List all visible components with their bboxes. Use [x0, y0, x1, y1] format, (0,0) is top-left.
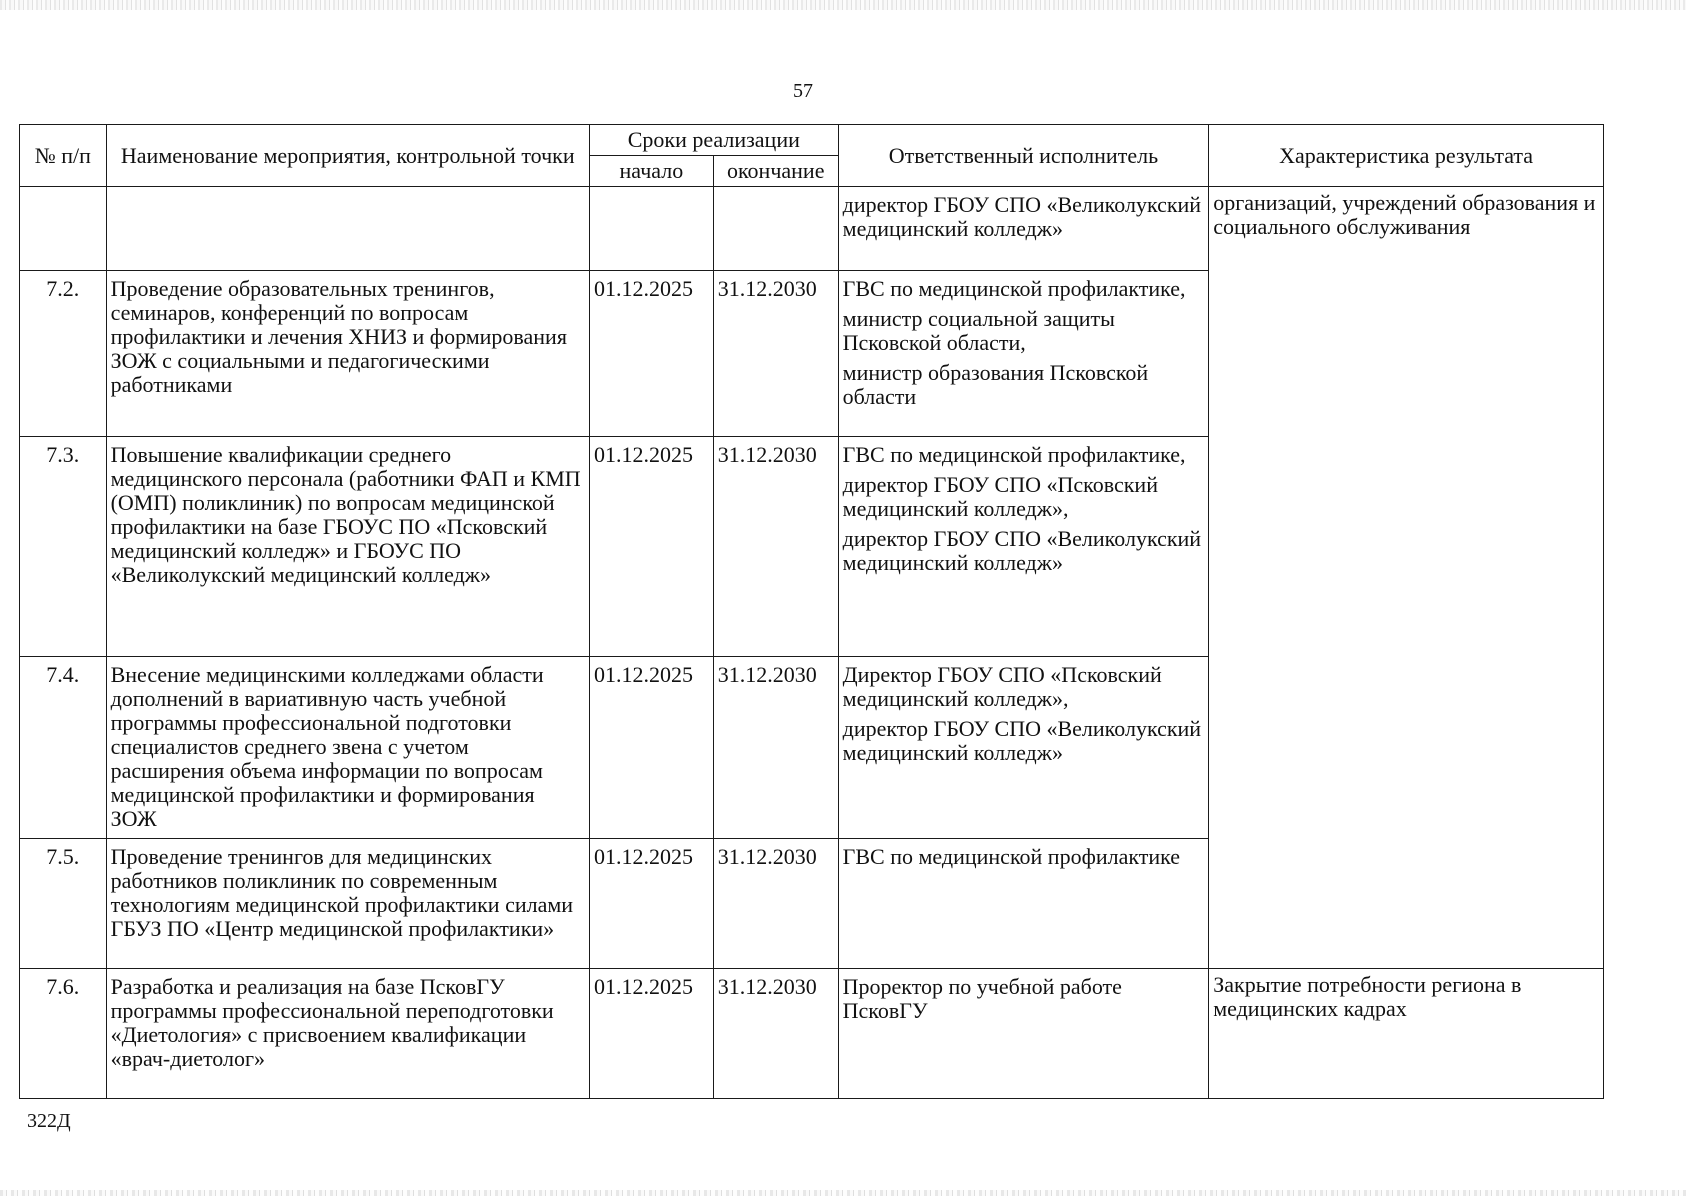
cell-num: [20, 187, 107, 271]
header-result: Характеристика результата: [1209, 125, 1604, 187]
table-row: [20, 969, 1604, 1099]
cell-name: Проведение образовательных тренингов, семинаров, конференций по вопросам профилактики и лечения ХНИЗ и формирования ЗОЖ с социальными и педагогическими работниками: [106, 271, 589, 437]
cell-num: 7.6.: [20, 969, 107, 1099]
header-responsible: Ответственный исполнитель: [838, 125, 1209, 187]
cell-end: 31.12.2030: [713, 657, 838, 839]
header-name: Наименование мероприятия, контрольной точки: [106, 125, 589, 187]
responsible-line: ГВС по медицинской профилактике,: [842, 442, 1186, 467]
measures-table: [19, 124, 1604, 1099]
cell-num: 7.3.: [20, 437, 107, 657]
cell-result-continuation: организаций, учреждений образования и социального обслуживания: [1209, 187, 1604, 969]
cell-end: [713, 187, 838, 271]
responsible-line: министр социальной защиты Псковской области,: [842, 306, 1115, 355]
cell-responsible: [838, 657, 1209, 839]
responsible-line: Проректор по учебной работе ПсковГУ: [842, 974, 1122, 1023]
cell-end: 31.12.2030: [713, 839, 838, 969]
responsible-line: министр образования Псковской области: [842, 360, 1149, 409]
cell-end: 31.12.2030: [713, 271, 838, 437]
table-header-row: [20, 125, 1604, 156]
cell-num: 7.4.: [20, 657, 107, 839]
cell-start: 01.12.2025: [589, 969, 713, 1099]
cell-start: 01.12.2025: [589, 657, 713, 839]
scan-edge-top: [0, 0, 1686, 10]
cell-responsible: [838, 187, 1209, 271]
cell-name: Внесение медицинскими колледжами области дополнений в вариативную часть учебной программы профессиональной подготовки специалистов среднего звена с учетом расширения объема информации по вопросам медицинской профилактики и формирования ЗОЖ: [106, 657, 589, 839]
document-code: 322Д: [27, 1110, 71, 1132]
table-row-continuation: [20, 187, 1604, 271]
responsible-line: ГВС по медицинской профилактике,: [842, 276, 1186, 301]
cell-num: 7.2.: [20, 271, 107, 437]
scan-edge-bottom: [0, 1190, 1686, 1196]
cell-name: Разработка и реализация на базе ПсковГУ программы профессиональной переподготовки «Диетология» с присвоением квалификации «врач-диетолог»: [106, 969, 589, 1099]
cell-start: 01.12.2025: [589, 271, 713, 437]
responsible-line: ГВС по медицинской профилактике: [842, 844, 1181, 869]
responsible-line: директор ГБОУ СПО «Великолукский медицинский колледж»: [842, 526, 1202, 575]
responsible-line: директор ГБОУ СПО «Великолукский медицинский колледж»: [842, 716, 1202, 765]
cell-start: 01.12.2025: [589, 839, 713, 969]
cell-start: 01.12.2025: [589, 437, 713, 657]
cell-result: Закрытие потребности региона в медицинских кадрах: [1209, 969, 1604, 1099]
responsible-line: Директор ГБОУ СПО «Псковский медицинский колледж»,: [842, 662, 1162, 711]
responsible-line: директор ГБОУ СПО «Великолукский медицинский колледж»: [842, 192, 1202, 241]
cell-responsible: [838, 271, 1209, 437]
cell-name: Повышение квалификации среднего медицинского персонала (работники ФАП и КМП (ОМП) поликлиник) по вопросам медицинской профилактики на базе ГБОУС ПО «Псковский медицинский колледж» и ГБОУС ПО «Великолукский медицинский колледж»: [106, 437, 589, 657]
cell-start: [589, 187, 713, 271]
header-terms: Сроки реализации: [589, 125, 838, 156]
page-number: 57: [793, 80, 813, 102]
header-start: начало: [589, 156, 713, 187]
cell-end: 31.12.2030: [713, 969, 838, 1099]
header-end: окончание: [713, 156, 838, 187]
cell-num: 7.5.: [20, 839, 107, 969]
cell-end: 31.12.2030: [713, 437, 838, 657]
cell-responsible: [838, 839, 1209, 969]
cell-name: Проведение тренингов для медицинских работников поликлиник по современным технологиям медицинской профилактики силами ГБУЗ ПО «Центр медицинской профилактики»: [106, 839, 589, 969]
header-num: № п/п: [20, 125, 107, 187]
responsible-line: директор ГБОУ СПО «Псковский медицинский колледж»,: [842, 472, 1158, 521]
cell-responsible: [838, 969, 1209, 1099]
cell-responsible: [838, 437, 1209, 657]
cell-name: [106, 187, 589, 271]
